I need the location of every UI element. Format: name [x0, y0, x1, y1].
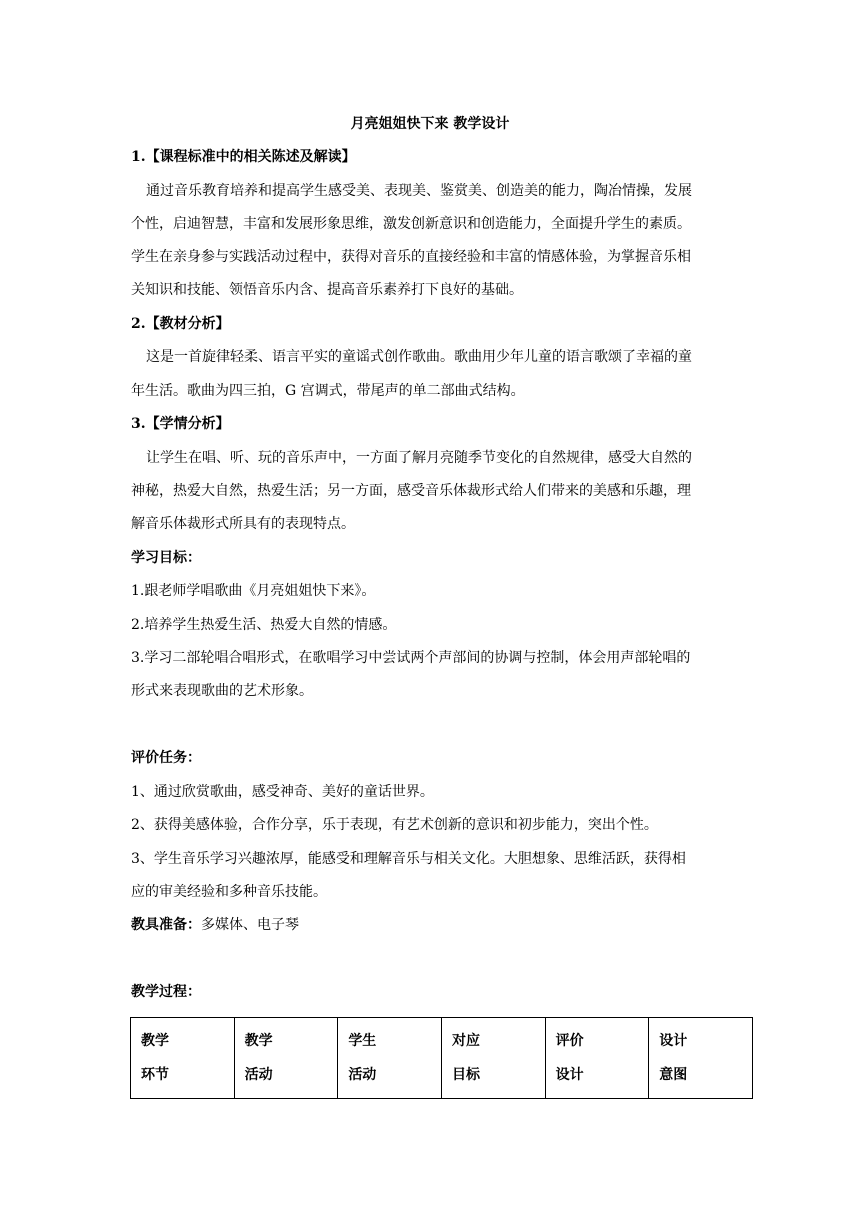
paragraph-line: 关知识和技能、领悟音乐内含、提高音乐素养打下良好的基础。: [131, 282, 523, 298]
tools-line: [131, 915, 299, 935]
header-text: 目标: [451, 1067, 480, 1083]
header-text: 活动: [348, 1067, 377, 1083]
paragraph-line: 个性，启迪智慧，丰富和发展形象思维，激发创新意识和创造能力，全面提升学生的素质。: [131, 216, 691, 232]
header-text: 教学: [244, 1033, 273, 1049]
table-header-cell: [234, 1018, 338, 1099]
section-heading-process: 教学过程：: [131, 984, 201, 1000]
paragraph-line: 通过音乐教育培养和提高学生感受美、表现美、鉴赏美、创造美的能力，陶冶情操，发展: [146, 183, 692, 199]
header-text: 意图: [659, 1067, 688, 1083]
document-title: 月亮姐姐快下来 教学设计: [350, 116, 510, 132]
section-heading-curriculum: 1.【课程标准中的相关陈述及解读】: [131, 149, 356, 165]
paragraph-line: 学生在亲身参与实践活动过程中，获得对音乐的直接经验和丰富的情感体验，为掌握音乐相: [131, 249, 691, 265]
section-heading-goals: 学习目标：: [131, 550, 201, 566]
section-heading-material: 2.【教材分析】: [131, 316, 230, 332]
goal-item: 1.跟老师学唱歌曲《月亮姐姐快下来》。: [131, 583, 376, 599]
evaluation-item: 应的审美经验和多种音乐技能。: [131, 884, 327, 900]
header-text: 学生: [348, 1033, 377, 1049]
paragraph-line: 神秘，热爱大自然，热爱生活；另一方面，感受音乐体裁形式给人们带来的美感和乐趣，理: [131, 483, 691, 499]
table-header-cell: [338, 1018, 442, 1099]
table-header-cell: [131, 1018, 235, 1099]
header-text: 环节: [141, 1067, 169, 1083]
goal-item: 形式来表现歌曲的艺术形象。: [131, 683, 313, 699]
header-text: 活动: [244, 1067, 273, 1083]
paragraph-line: 年生活。歌曲为四三拍，G 宫调式，带尾声的单二部曲式结构。: [131, 383, 525, 399]
paragraph-line: 这是一首旋律轻柔、语言平实的童谣式创作歌曲。歌曲用少年儿童的语言歌颂了幸福的童: [146, 349, 692, 365]
evaluation-item: 3、学生音乐学习兴趣浓厚，能感受和理解音乐与相关文化。大胆想象、思维活跃，获得相: [131, 851, 686, 867]
table-header-cell: [649, 1018, 753, 1099]
process-table: [130, 1017, 753, 1099]
section-heading-evaluation: 评价任务：: [131, 750, 201, 766]
header-text: 对应: [451, 1033, 480, 1049]
tools-label: 教具准备：: [131, 917, 201, 933]
paragraph-line: 解音乐体裁形式所具有的表现特点。: [131, 516, 355, 532]
evaluation-item: 1、通过欣赏歌曲，感受神奇、美好的童话世界。: [131, 784, 434, 800]
header-text: 设计: [555, 1067, 584, 1083]
evaluation-item: 2、获得美感体验，合作分享，乐于表现，有艺术创新的意识和初步能力，突出个性。: [131, 817, 658, 833]
goal-item: 2.培养学生热爱生活、热爱大自然的情感。: [131, 617, 397, 633]
header-text: 教学: [141, 1033, 169, 1049]
paragraph-line: 让学生在唱、听、玩的音乐声中，一方面了解月亮随季节变化的自然规律，感受大自然的: [146, 450, 692, 466]
table-header-row: [131, 1018, 753, 1099]
table-header-cell: [441, 1018, 545, 1099]
goal-item: 3.学习二部轮唱合唱形式，在歌唱学习中尝试两个声部间的协调与控制，体会用声部轮唱的: [131, 650, 691, 666]
header-text: 设计: [659, 1033, 688, 1049]
table-header-cell: [545, 1018, 649, 1099]
section-heading-learners: 3.【学情分析】: [131, 416, 230, 432]
tools-value: 多媒体、电子琴: [201, 917, 299, 933]
header-text: 评价: [555, 1033, 584, 1049]
